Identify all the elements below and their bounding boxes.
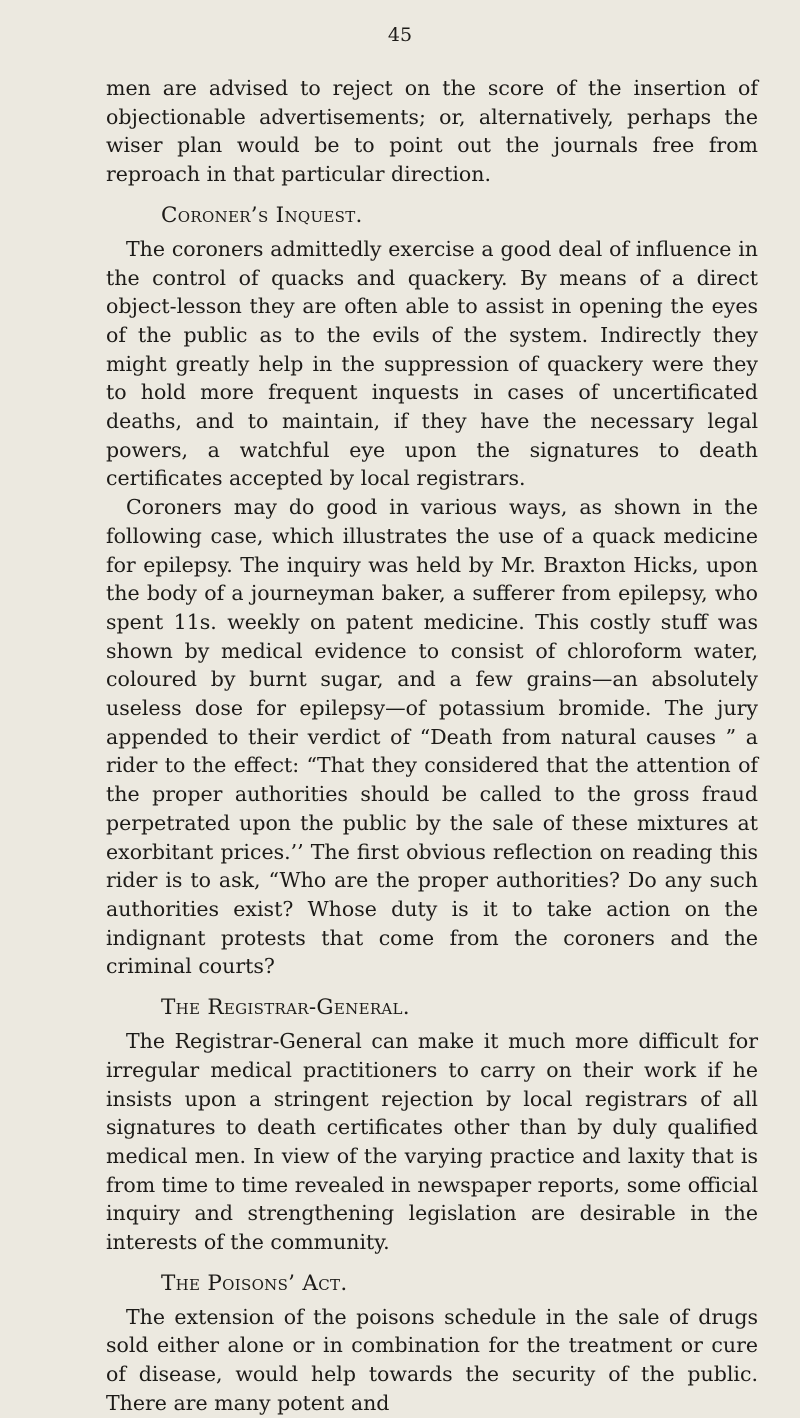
section-heading-poisons-act: The Poisons’ Act.	[161, 1270, 348, 1296]
section-heading-registrar-general: The Registrar-General.	[161, 995, 410, 1021]
page-number: 45	[387, 24, 413, 46]
body-paragraph: The coroners admittedly exercise a good deal of influence in the control of quacks and quackery. By means of a direct object-lesson they are often able to assist in opening the eyes of the public as to the evils of the system. Indirectly they might greatly help in the suppression of quackery were they to hold more frequent inquests in cases of uncertificated deaths, and to maintain, if they have the necessary legal powers, a watchful eye upon the signatures to death certificates accepted by local registrars.	[106, 236, 758, 491]
body-paragraph: Coroners may do good in various ways, as shown in the following case, which illustrates the use of a quack medicine for epilepsy. The inquiry was held by Mr. Braxton Hicks, upon the body of a journeyman baker, a sufferer from epilepsy, who spent 11s. weekly on patent medicine. This costly stuff was shown by medical evidence to consist of chloroform water, coloured by burnt sugar, and a few grains—an absolutely useless dose for epilepsy—of potassium bromide. The jury appended to their verdict of “Death from natural causes ” a rider to the effect: “That they considered that the attention of the proper authorities should be called to the gross fraud perpetrated upon the public by the sale of these mixtures at exorbitant prices.’’ The first obvious reflection on reading this rider is to ask, “Who are the proper authorities? Do any such authorities exist? Whose duty is it to take action on the indignant protests that come from the coroners and the criminal courts?	[106, 495, 758, 979]
intro-paragraph: men are advised to reject on the score of the insertion of objectionable advertisements; or, alternatively, perhaps the wiser plan would be to point out the journals free from reproach in that particular direction.	[106, 76, 758, 187]
body-paragraph: The Registrar-General can make it much more difficult for irregular medical practitioners to carry on their work if he insists upon a stringent rejection by local registrars of all signatures to death certificates other than by duly qualified medical men. In view of the varying practice and laxity that is from time to time revealed in newspaper reports, some official inquiry and strengthening legislation are desirable in the interests of the community.	[106, 1029, 758, 1255]
body-paragraph: The extension of the poisons schedule in the sale of drugs sold either alone or in combination for the treatment or cure of disease, would help towards the security of the public. There are many potent and	[106, 1304, 758, 1415]
section-heading-coroners-inquest: Coroner’s Inquest.	[161, 202, 363, 228]
